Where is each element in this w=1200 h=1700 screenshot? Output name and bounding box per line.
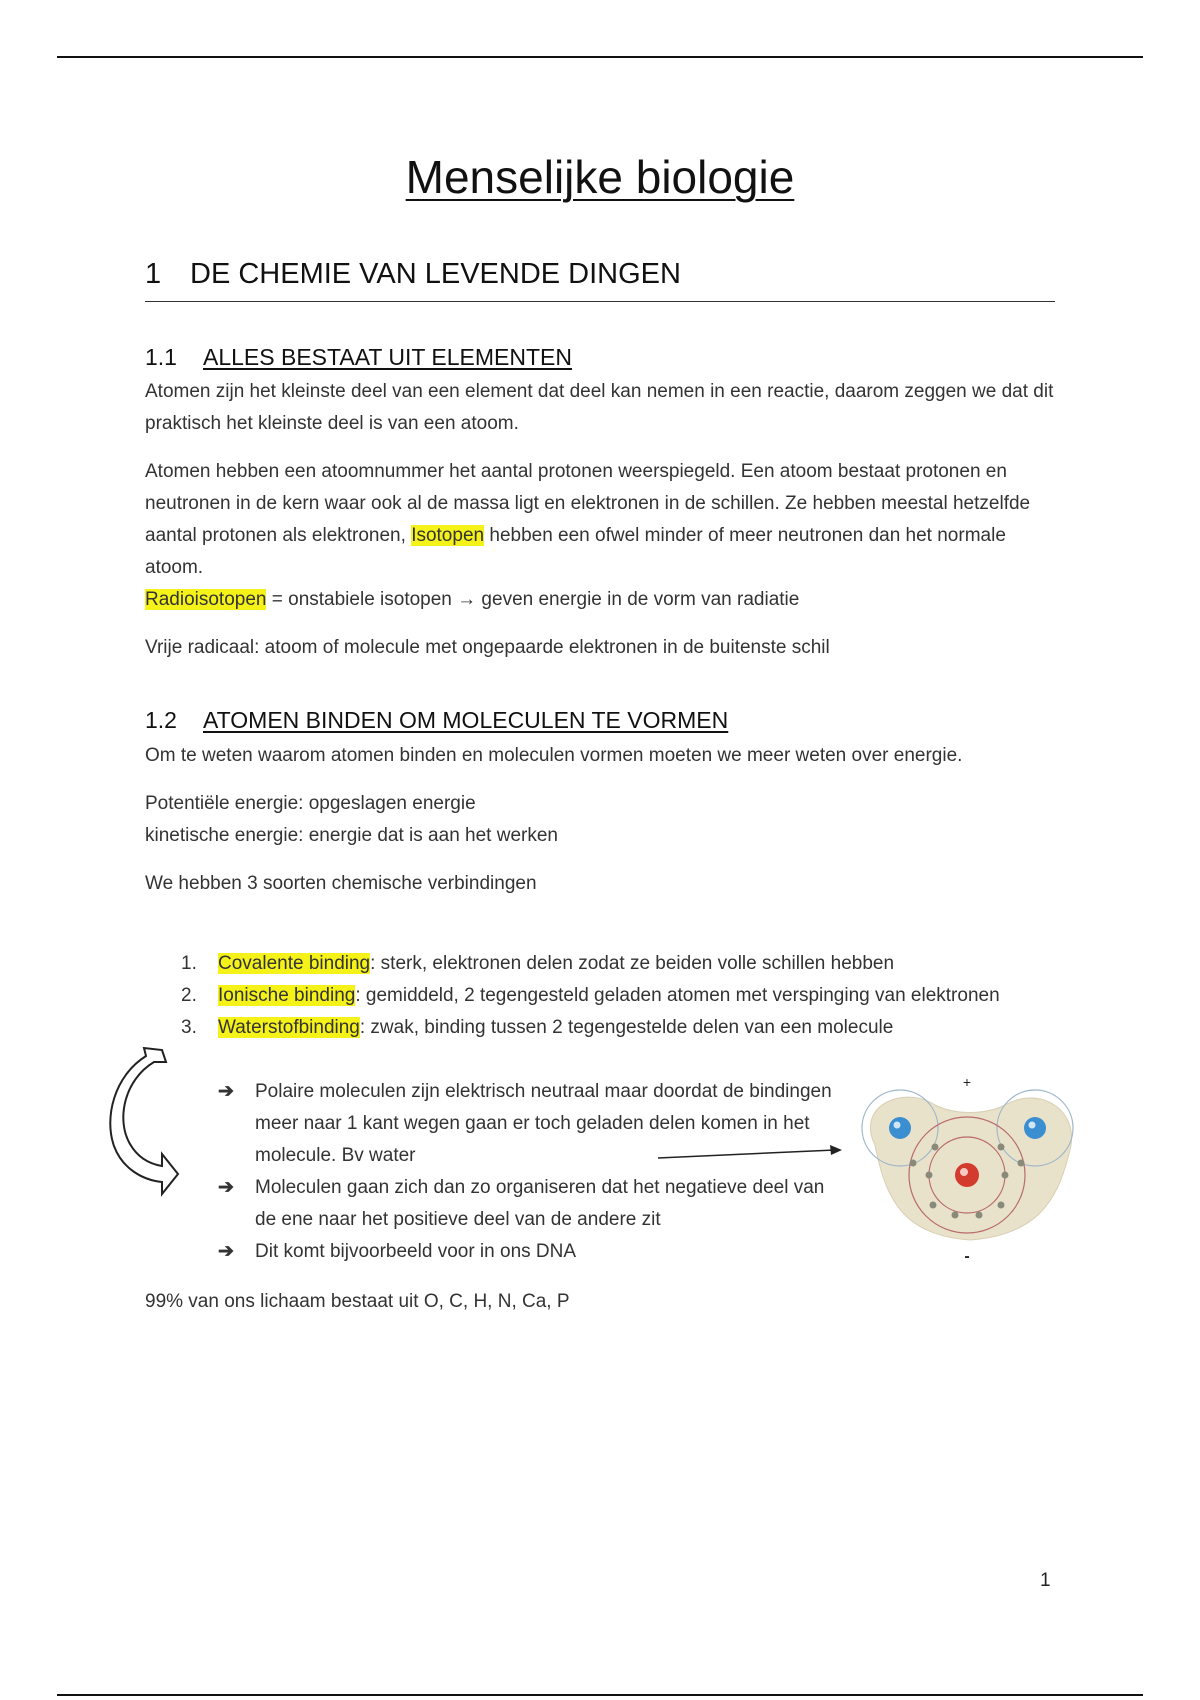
- sub-list-item: ➔ Dit komt bijvoorbeeld voor in ons DNA: [218, 1236, 838, 1268]
- list-number: 1.: [181, 953, 197, 974]
- highlight-term: Covalente binding: [218, 953, 371, 974]
- page-title: Menselijke biologie: [405, 151, 795, 203]
- page-number: 1: [1040, 1570, 1051, 1591]
- section-heading-1-2: [145, 707, 728, 734]
- curved-arrow-icon: [100, 1040, 180, 1200]
- arrow-icon: ➔: [218, 1081, 234, 1102]
- arrow-icon: ➔: [218, 1241, 234, 1262]
- section-number: 1.1: [145, 344, 177, 370]
- arrow-icon: ➔: [218, 1177, 234, 1198]
- sub-list-item: ➔ Moleculen gaan zich dan zo organiseren dat het negatieve deel van de ene naar het positieve deel van de andere zit: [218, 1172, 838, 1236]
- paragraph: Atomen zijn het kleinste deel van een element dat deel kan nemen in een reactie, daarom zeggen we dat dit praktisch het kleinste deel is van een atoom.: [145, 381, 1054, 434]
- bond-list: [145, 948, 1065, 1044]
- section-1-1-body: [145, 376, 1065, 664]
- paragraph: kinetische energie: energie dat is aan het werken: [145, 825, 558, 846]
- section-heading-1-1: [145, 344, 572, 371]
- paragraph: Radioisotopen = onstabiele isotopen → geven energie in de vorm van radiatie: [145, 589, 800, 610]
- chapter-number: 1: [145, 258, 162, 290]
- paragraph: Atomen hebben een atoomnummer het aantal protonen weerspiegeld. Een atoom bestaat protonen en neutronen in de kern waar ook al de massa ligt en elektronen in de schillen. Ze hebben meestal hetzelfde aantal protonen als elektronen, Isotopen hebben een ofwel minder of meer neutronen dan het normale atoom.: [145, 461, 1031, 578]
- bottom-rule: [57, 1694, 1143, 1696]
- list-number: 3.: [181, 1017, 197, 1038]
- paragraph: Potentiële energie: opgeslagen energie: [145, 793, 476, 814]
- list-item: 1. Covalente binding: sterk, elektronen delen zodat ze beiden volle schillen hebben: [145, 948, 1065, 980]
- section-1-2-body: [145, 740, 1065, 900]
- paragraph: We hebben 3 soorten chemische verbindingen: [145, 873, 537, 894]
- paragraph: 99% van ons lichaam bestaat uit O, C, H, N, Ca, P: [145, 1291, 570, 1312]
- positive-charge-label: +: [962, 1075, 972, 1090]
- negative-charge-label: -: [964, 1248, 970, 1265]
- chapter-heading: [145, 258, 1055, 302]
- section-number: 1.2: [145, 707, 177, 733]
- hydrogen-bond-subpoints: [218, 1076, 838, 1268]
- list-item: 2. Ionische binding: gemiddeld, 2 tegengesteld geladen atomen met verspinging van elektronen: [145, 980, 1065, 1012]
- chapter-title: DE CHEMIE VAN LEVENDE DINGEN: [190, 258, 681, 290]
- highlight-radioisotopen: Radioisotopen: [145, 589, 267, 610]
- sub-list-item: ➔ Polaire moleculen zijn elektrisch neutraal maar doordat de bindingen meer naar 1 kant wegen gaan er toch geladen delen komen in het molecule. Bv water: [218, 1076, 838, 1172]
- highlight-term: Ionische binding: [218, 985, 356, 1006]
- pointer-arrow: [650, 1140, 850, 1170]
- water-molecule-diagram: [855, 1075, 1085, 1265]
- top-rule: [57, 56, 1143, 58]
- list-number: 2.: [181, 985, 197, 1006]
- section-1-2-closing: [145, 1286, 1065, 1318]
- highlight-isotopen: Isotopen: [411, 525, 485, 546]
- section-title: ATOMEN BINDEN OM MOLECULEN TE VORMEN: [203, 707, 729, 733]
- paragraph: Om te weten waarom atomen binden en moleculen vormen moeten we meer weten over energie.: [145, 745, 963, 766]
- section-title: ALLES BESTAAT UIT ELEMENTEN: [203, 344, 572, 370]
- highlight-term: Waterstofbinding: [218, 1017, 360, 1038]
- paragraph: Vrije radicaal: atoom of molecule met ongepaarde elektronen in de buitenste schil: [145, 637, 830, 658]
- list-item: 3. Waterstofbinding: zwak, binding tussen 2 tegengestelde delen van een molecule: [145, 1012, 1065, 1044]
